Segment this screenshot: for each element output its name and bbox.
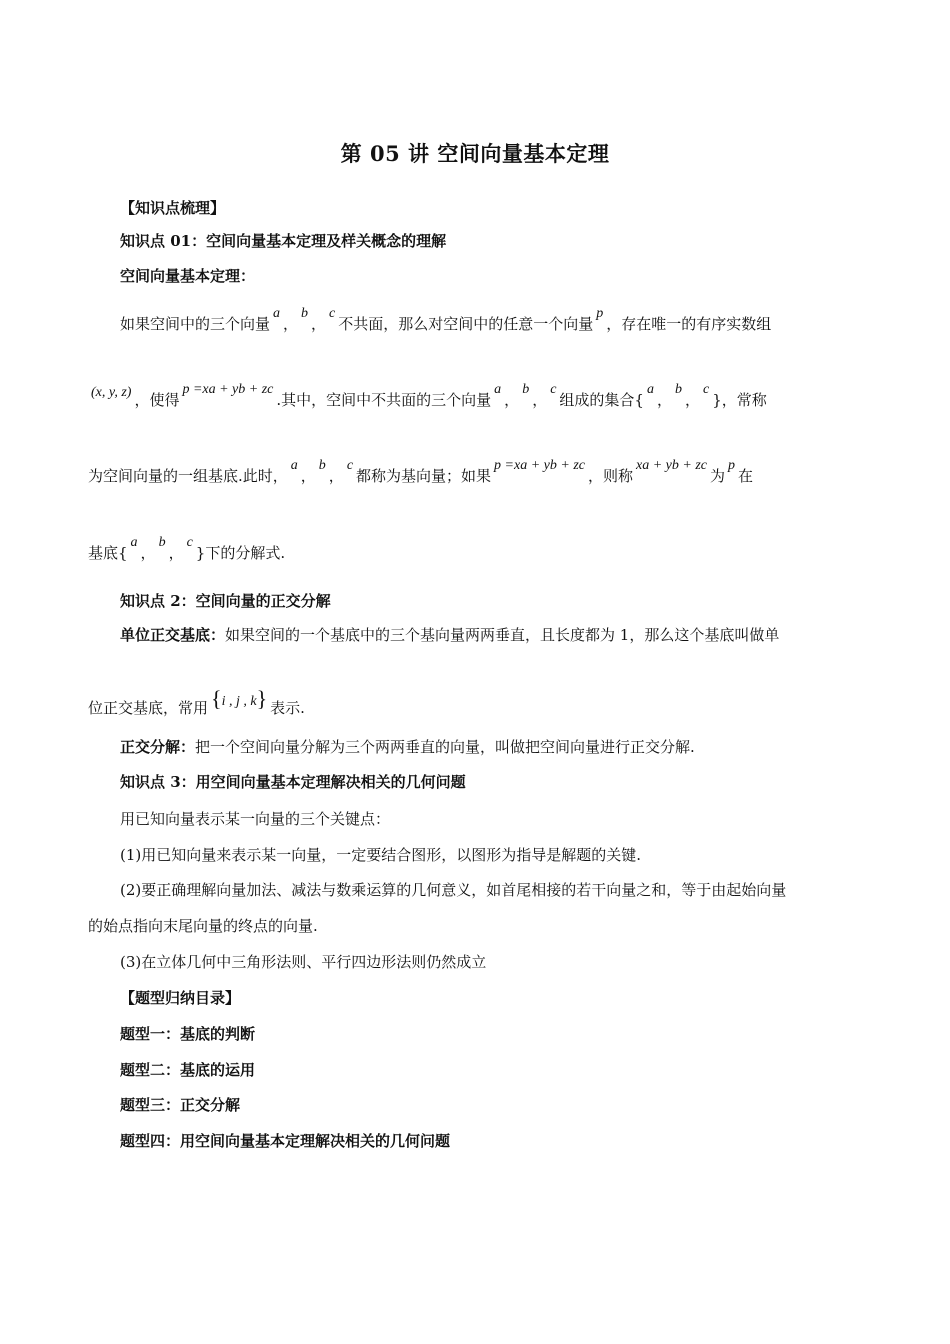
- vector-a: a: [130, 535, 138, 550]
- ijk-set: {i , j , k}: [211, 686, 268, 711]
- text: 组成的集合{: [559, 391, 644, 409]
- page-title: 第 05 讲 空间向量基本定理: [340, 141, 610, 166]
- text: .其中，空间中不共面的三个向量: [276, 391, 492, 409]
- kp2-unit-basis-line-2: [88, 686, 305, 720]
- vector-a: a: [494, 382, 502, 397]
- vector-b: b: [301, 306, 309, 321]
- vector-c: c: [703, 382, 710, 397]
- text: 把一个空间向量分解为三个两两垂直的向量，叫做把空间向量进行正交分解.: [195, 738, 695, 756]
- kp1-paragraph-line-3: [88, 458, 754, 488]
- vector-c: c: [186, 535, 193, 550]
- vector-b: b: [674, 382, 682, 397]
- term-label: 正交分解：: [120, 738, 196, 756]
- text: ，: [684, 391, 700, 409]
- kp3-heading: 知识点 3：用空间向量基本定理解决相关的几何问题: [120, 773, 466, 791]
- type-item: 题型二：基底的运用: [120, 1061, 256, 1079]
- vector-b: b: [158, 535, 166, 550]
- kp1-paragraph-line-4: [88, 535, 286, 565]
- ijk-vectors: i , j , k: [221, 694, 257, 709]
- text: ，: [504, 391, 520, 409]
- section-types-heading: 【题型归纳目录】: [120, 989, 241, 1007]
- kp3-point-2-line-1: (2)要正确理解向量加法、减法与数乘运算的几何意义，如首尾相接的若干向量之和，等于由起始向量: [120, 881, 787, 899]
- text: ，: [532, 391, 548, 409]
- type-item: 题型四：用空间向量基本定理解决相关的几何问题: [120, 1132, 451, 1150]
- text: 如果空间中的三个向量: [120, 315, 271, 333]
- text: 表示.: [270, 699, 305, 717]
- text: ，: [328, 467, 344, 485]
- kp1-paragraph-line-1: [120, 306, 772, 336]
- text: 为: [709, 467, 725, 485]
- kp3-point-3: (3)在立体几何中三角形法则、平行四边形法则仍然成立: [120, 953, 487, 971]
- kp1-subheading: 空间向量基本定理：: [120, 267, 256, 285]
- text: 在: [738, 467, 754, 485]
- text: ，: [656, 391, 672, 409]
- ordered-triple: (x, y, z): [91, 385, 132, 400]
- vector-a: a: [290, 458, 298, 473]
- section-knowledge-heading: 【知识点梳理】: [120, 199, 226, 217]
- text: 如果空间的一个基底中的三个基向量两两垂直，且长度都为 1，那么这个基底叫做单: [225, 626, 780, 644]
- text: 不共面，那么对空间中的任意一个向量: [338, 315, 594, 333]
- expression: xa + yb + zc: [636, 458, 707, 473]
- text: 为空间向量的一组基底.此时，: [88, 467, 288, 485]
- text: ，: [140, 544, 156, 562]
- kp1-heading: 知识点 01：空间向量基本定理及样关概念的理解: [120, 232, 447, 250]
- type-item: 题型三：正交分解: [120, 1096, 241, 1114]
- text: }，常称: [712, 391, 767, 409]
- vector-b: b: [522, 382, 530, 397]
- vector-c: c: [329, 306, 336, 321]
- text: ，: [311, 315, 327, 333]
- kp2-orthogonal-line: [120, 737, 695, 757]
- kp2-heading: 知识点 2：空间向量的正交分解: [120, 592, 331, 610]
- vector-c: c: [550, 382, 557, 397]
- text: ，使得: [134, 391, 180, 409]
- text: ，: [168, 544, 184, 562]
- vector-c: c: [346, 458, 354, 473]
- text: 基底{: [88, 544, 128, 562]
- kp2-unit-basis-line-1: [120, 625, 779, 645]
- equation: p =xa + yb + zc: [494, 458, 585, 473]
- text: ，: [300, 467, 316, 485]
- text: ，则称: [587, 467, 633, 485]
- vector-a: a: [273, 306, 281, 321]
- text: ，存在唯一的有序实数组: [606, 315, 772, 333]
- text: ，: [283, 315, 299, 333]
- term-label: 单位正交基底：: [120, 626, 226, 644]
- text: 位正交基底，常用: [88, 699, 209, 717]
- kp3-point-1: (1)用已知向量来表示某一向量，一定要结合图形，以图形为指导是解题的关键.: [120, 846, 642, 864]
- vector-b: b: [318, 458, 326, 473]
- kp3-intro: 用已知向量表示某一向量的三个关键点：: [120, 810, 391, 828]
- kp3-point-2-line-2: 的始点指向末尾向量的终点的向量.: [88, 917, 318, 935]
- vector-p: p: [728, 458, 735, 473]
- text: }下的分解式.: [195, 544, 286, 562]
- text: 都称为基向量；如果: [356, 467, 492, 485]
- kp1-paragraph-line-2: [88, 382, 767, 412]
- vector-a: a: [646, 382, 654, 397]
- equation: p =xa + yb + zc: [182, 382, 274, 397]
- type-item: 题型一：基底的判断: [120, 1025, 256, 1043]
- vector-p: p: [596, 306, 604, 321]
